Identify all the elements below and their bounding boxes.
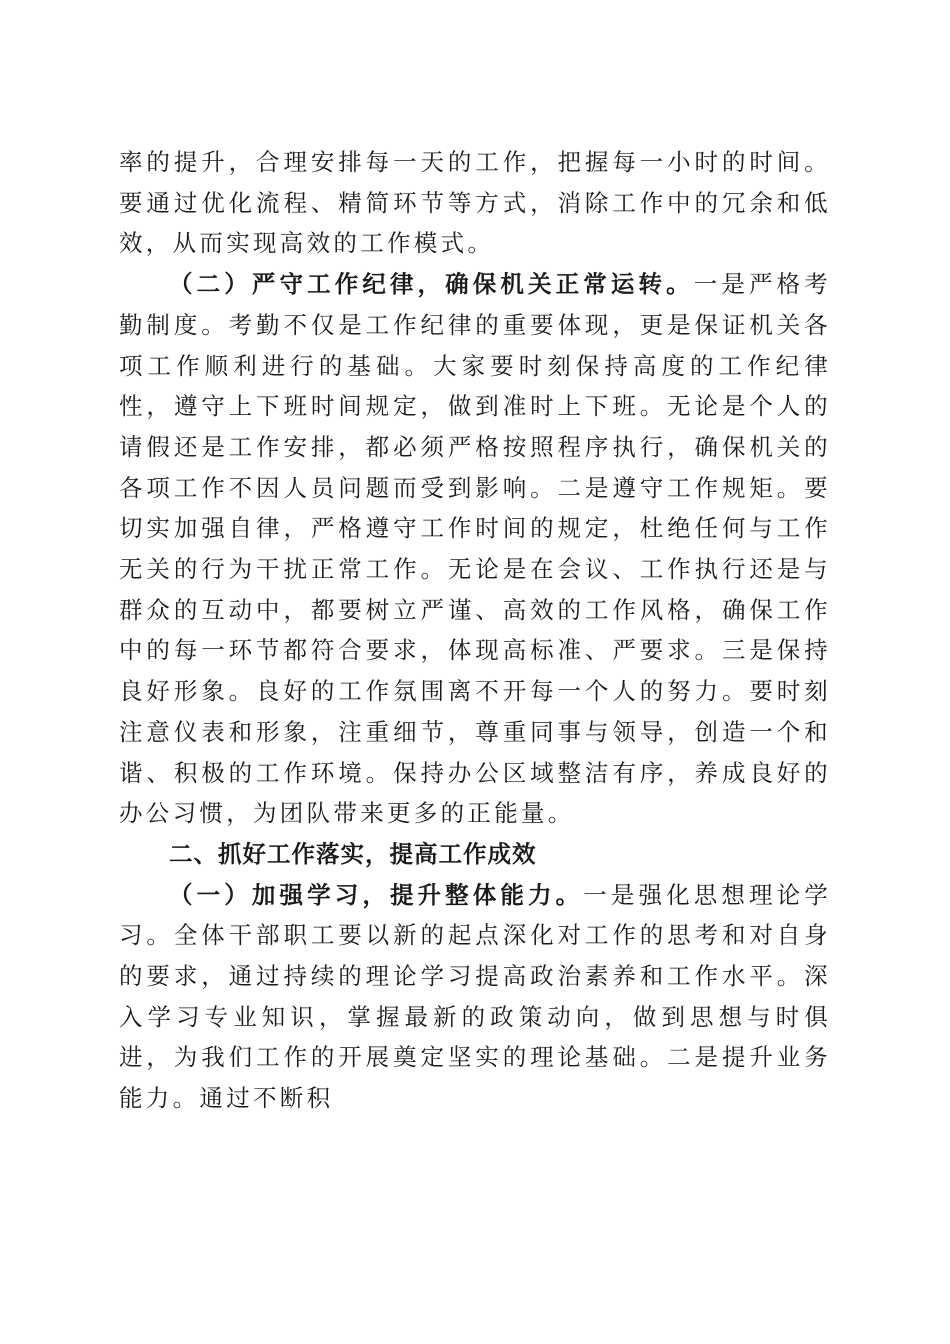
paragraph-work-discipline-body: 一是严格考勤制度。考勤不仅是工作纪律的重要体现，更是保证机关各项工作顺利进行的基础。大家要时刻保持高度的工作纪律性，遵守上下班时间规定，做到准时上下班。无论是个人的请假还是工作安排，都必须严格按照程序执行，确保机关的各项工作不因人员问题而受到影响。二是遵守工作规矩。要切实加强自律，严格遵守工作时间的规定，杜绝任何与工作无关的行为干扰正常工作。无论是在会议、工作执行还是与群众的互动中，都要树立严谨、高效的工作风格，确保工作中的每一环节都符合要求，体现高标准、严要求。三是保持良好形象。良好的工作氛围离不开每一个人的努力。要时刻注意仪表和形象，注重细节，尊重同事与领导，创造一个和谐、积极的工作环境。保持办公区域整洁有序，养成良好的办公习惯，为团队带来更多的正能量。 bbox=[119, 270, 832, 828]
subheading-strengthen-learning: （一）加强学习，提升整体能力。 bbox=[169, 880, 584, 909]
section-heading: 二、抓好工作落实，提高工作成效 bbox=[169, 839, 537, 868]
paragraph-work-discipline bbox=[119, 264, 831, 834]
paragraph-strengthen-learning bbox=[119, 875, 831, 1119]
subheading-work-discipline: （二）严守工作纪律，确保机关正常运转。 bbox=[169, 270, 694, 299]
paragraph-strengthen-learning-body: 一是强化思想理论学习。全体干部职工要以新的起点深化对工作的思考和对自身的要求，通过持续的理论学习提高政治素养和工作水平。深入学习专业知识，掌握最新的政策动向，做到思想与时俱进，为我们工作的开展奠定坚实的理论基础。二是提升业务能力。通过不断积 bbox=[119, 880, 832, 1113]
document-body bbox=[119, 142, 831, 1119]
paragraph-continuation: 率的提升，合理安排每一天的工作，把握每一小时的时间。要通过优化流程、精简环节等方式，消除工作中的冗余和低效，从而实现高效的工作模式。 bbox=[119, 148, 831, 258]
